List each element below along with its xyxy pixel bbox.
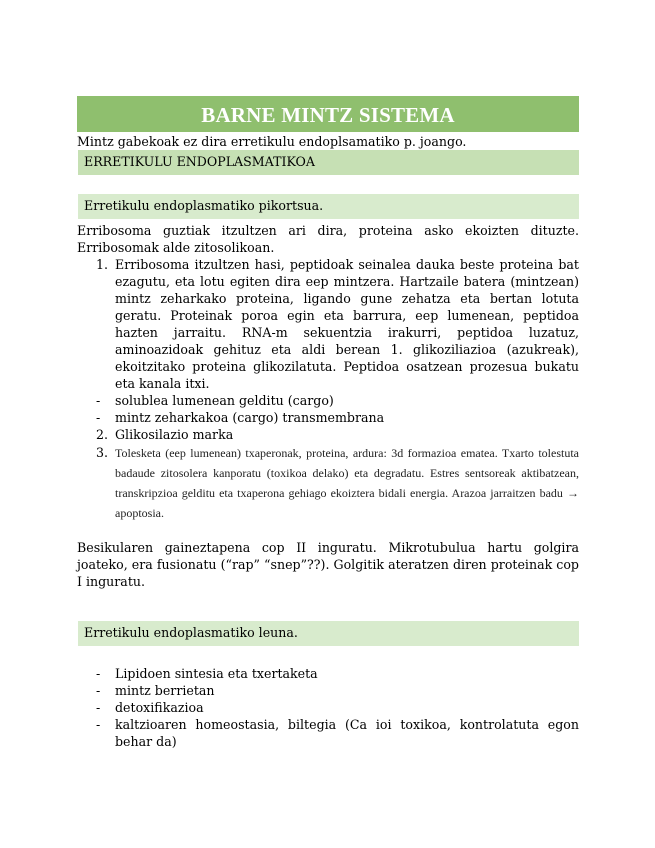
list-item: [77, 716, 579, 750]
list-item-text: Glikosilazio marka: [115, 427, 234, 442]
list-item: [77, 409, 579, 426]
list-marker: 1.: [96, 257, 109, 272]
list-item: [77, 256, 579, 392]
intro-text: Mintz gabekoak ez dira erretikulu endoplsamatiko p. joango.: [77, 134, 467, 149]
list-marker: -: [96, 393, 101, 408]
list-item-text: kaltzioaren homeostasia, biltegia (Ca ioi toxikoa, kontrolatuta egon behar da): [115, 717, 579, 749]
rough-er-list: [77, 256, 579, 523]
document-page: [77, 96, 579, 750]
list-item-text: Erribosoma itzultzen hasi, peptidoak seinalea dauka beste proteina bat ezagutu, eta lotu egiten dira eep mintzera. Hartzaile batera (mintzean) mintz zeharkako proteina, ligando gune zehatza eta bertan lotuta geratu. Proteinak poroa egin eta barrura, eep lumenean, peptidoa hazten jarraitu. RNA-m sekuentzia irakurri, peptidoa luzatuz, aminoazidoak gehituz eta aldi berean 1. glikoziliazioa (azukreak), ekoitzitako proteina glikozilatuta. Peptidoa osatzean prozesua bukatu eta kanala itxi.: [115, 257, 579, 391]
list-item-text: mintz zeharkakoa (cargo) transmembrana: [115, 410, 385, 425]
list-item: [77, 392, 579, 409]
page-title: BARNE MINTZ SISTEMA: [77, 96, 579, 132]
list-item-text: detoxifikazioa: [115, 700, 204, 715]
list-item: [77, 665, 579, 682]
rough-er-paragraph: Erribosoma guztiak itzultzen ari dira, proteina asko ekoizten dituzte. Erribosomak alde zitosolikoan.: [77, 223, 579, 255]
list-marker: -: [96, 700, 101, 715]
list-item: [77, 699, 579, 716]
list-item-text: mintz berrietan: [115, 683, 215, 698]
list-marker: -: [96, 683, 101, 698]
list-marker: 2.: [96, 427, 109, 442]
vesicle-paragraph: Besikularen gaineztapena cop II inguratu. Mikrotubulua hartu golgira joateko, era fusionatu (“rap” “snep”??). Golgitik ateratzen diren proteinak cop I inguratu.: [77, 540, 579, 589]
subsection-heading-smooth-er: Erretikulu endoplasmatiko leuna.: [78, 621, 579, 646]
subsection-heading-rough-er: Erretikulu endoplasmatiko pikortsua.: [78, 194, 579, 219]
list-marker: -: [96, 410, 101, 425]
list-item: [77, 426, 579, 443]
list-marker: 3.: [96, 445, 109, 460]
list-item-text: Lipidoen sintesia eta txertaketa: [115, 666, 318, 681]
section-heading-er: ERRETIKULU ENDOPLASMATIKOA: [78, 150, 579, 175]
list-item-text: solublea lumenean gelditu (cargo): [115, 393, 334, 408]
list-item: [77, 682, 579, 699]
smooth-er-list: [77, 665, 579, 750]
list-marker: -: [96, 717, 101, 732]
list-item: [77, 443, 579, 523]
list-item-text: Tolesketa (eep lumenean) txaperonak, proteina, ardura: 3d formazioa ematea. Txarto tolestuta badaude zitosolera kanporatu (toxikoa delako) eta degradatu. Estres sentsoreak aktibatzean, transkripzioa gelditu eta txaperona gehiago ekoiztera bidali energia. Arazoa jarraitzen badu → apoptosia.: [115, 446, 579, 520]
list-marker: -: [96, 666, 101, 681]
